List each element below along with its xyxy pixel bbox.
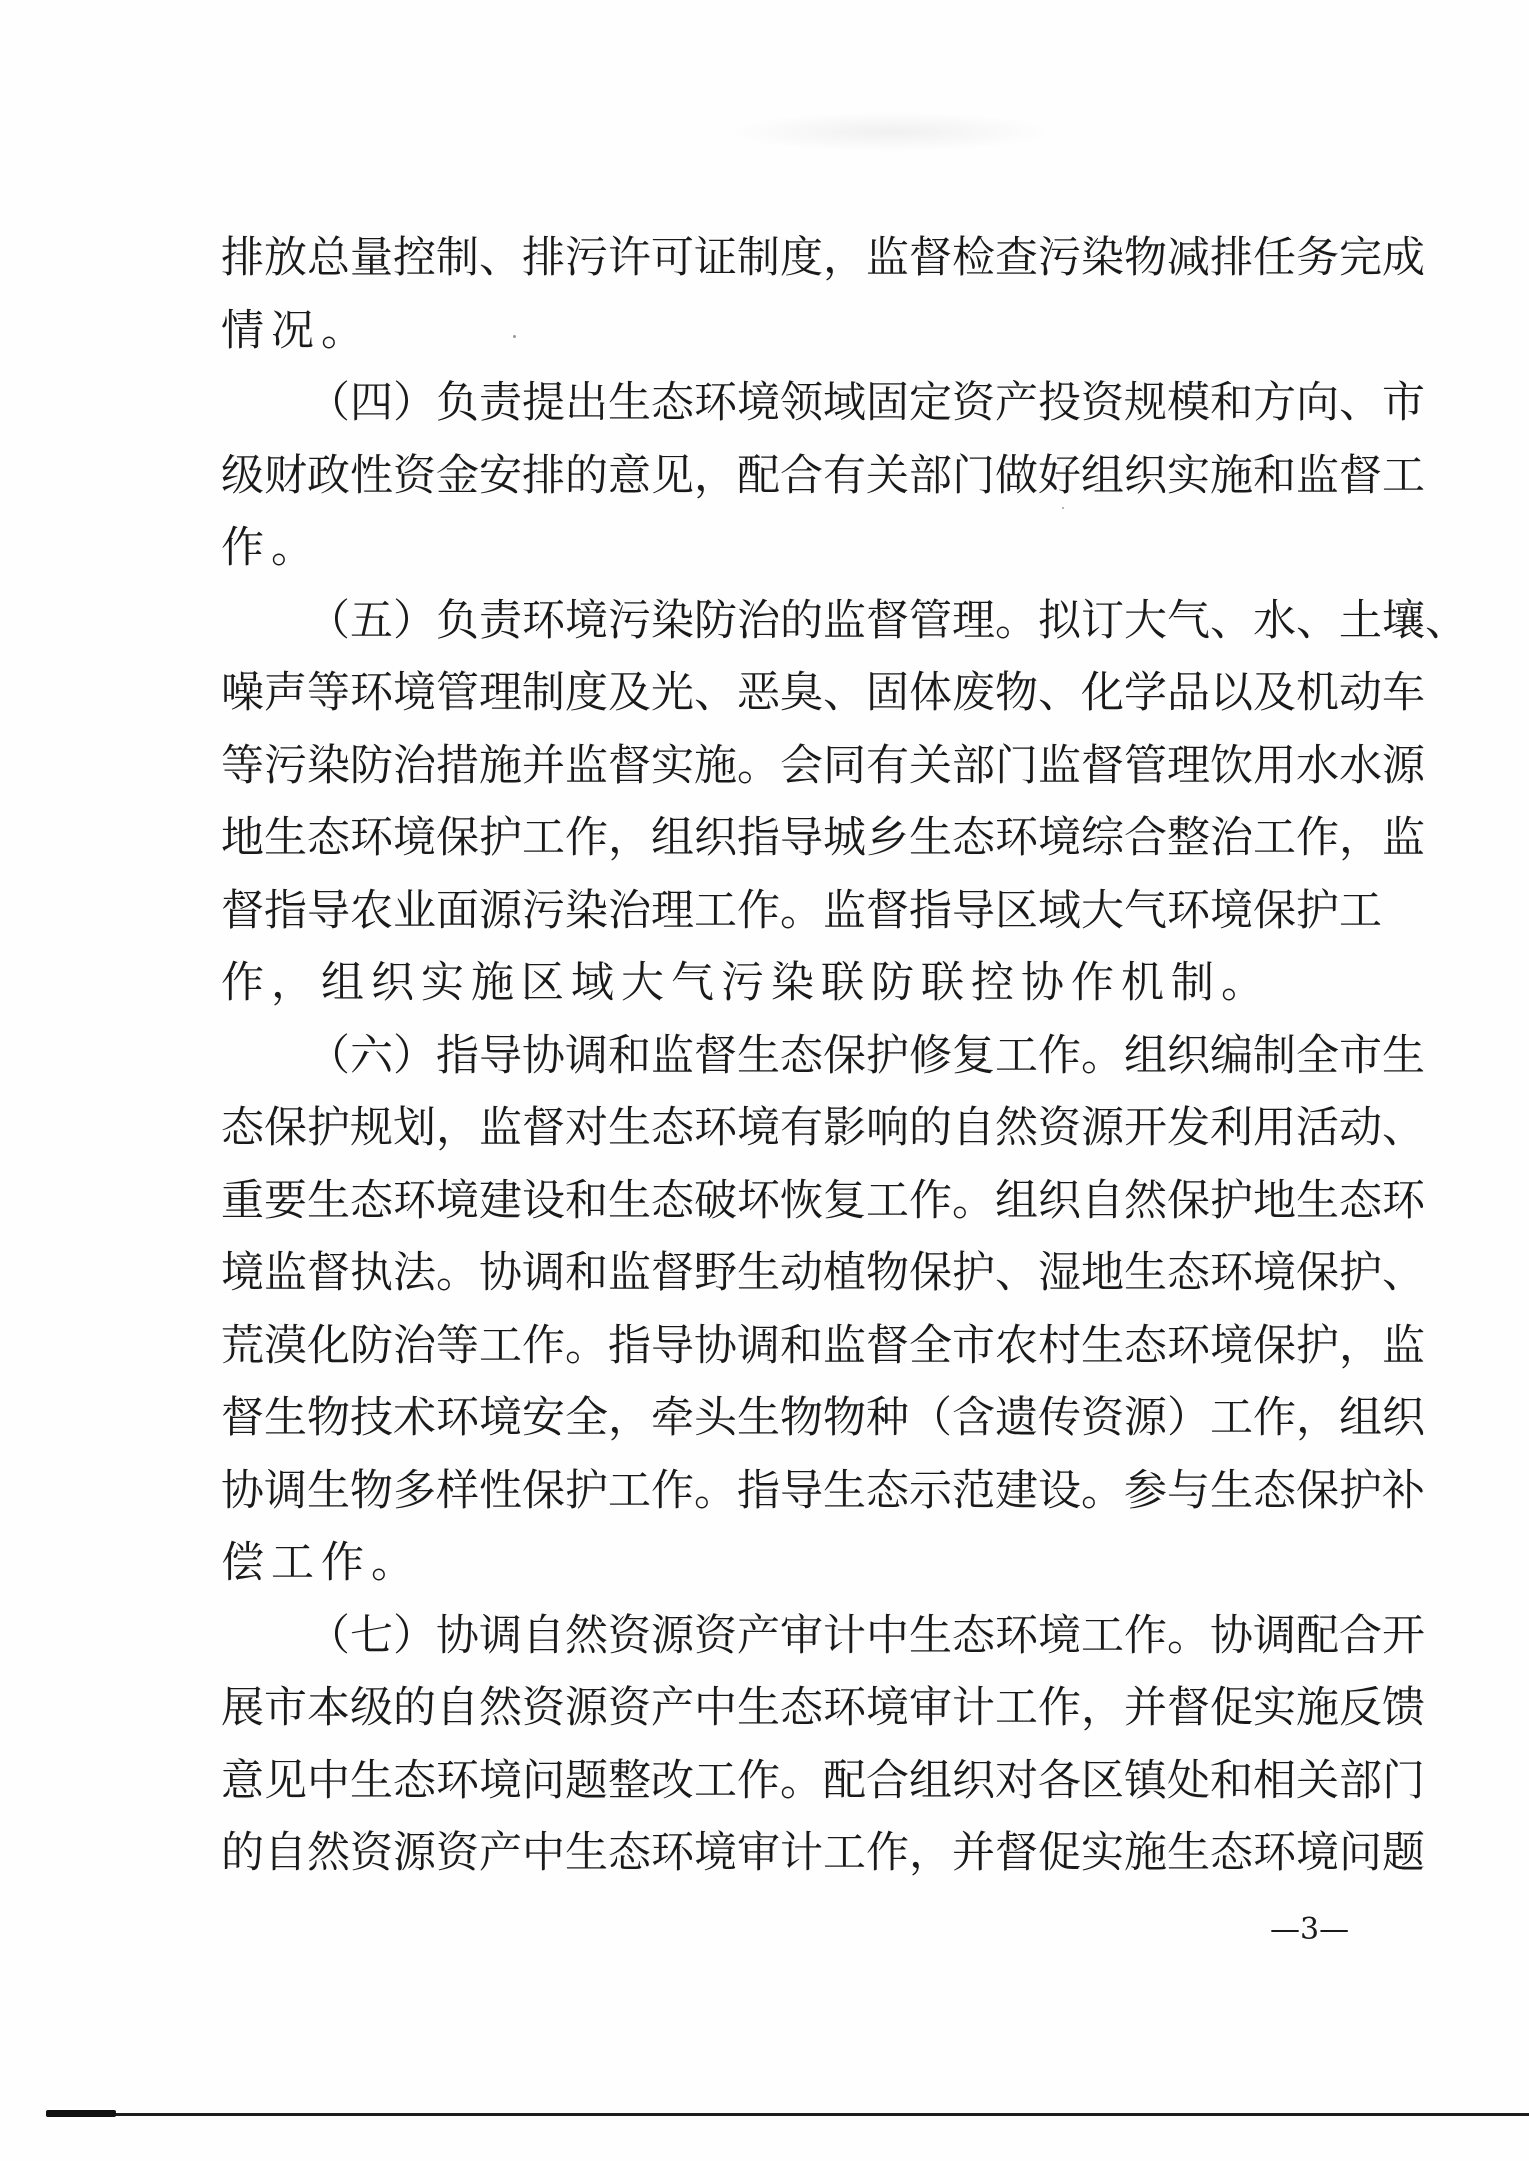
bottom-rule bbox=[46, 2113, 1529, 2116]
text-line: （ 六 ） 指 导 协 调 和 监 督 生 态 保 护 修 复 工 作 。 组 织 编 制 全 市 生 bbox=[307, 1030, 1425, 1081]
body-text bbox=[221, 222, 1468, 1890]
text-line: 督 生 物 技 术 环 境 安 全 ， 牵 头 生 物 物 种 （ 含 遗 传 资 源 ） 工 作 ， 组 织 bbox=[221, 1393, 1425, 1443]
text-line: 排 放 总 量 控 制 、 排 污 许 可 证 制 度 ， 监 督 检 查 污 染 物 减 排 任 务 完 成 bbox=[221, 233, 1425, 283]
text-line: 情 况 。 bbox=[221, 305, 364, 356]
text-line: 级 财 政 性 资 金 安 排 的 意 见 ， 配 合 有 关 部 门 做 好 组 织 实 施 和 监 督 工 bbox=[221, 450, 1425, 501]
text-line: 重 要 生 态 环 境 建 设 和 生 态 破 坏 恢 复 工 作 。 组 织 自 然 保 护 地 生 态 环 bbox=[221, 1175, 1425, 1226]
text-line: 偿 工 作 。 bbox=[221, 1538, 414, 1588]
text-line: 展 市 本 级 的 自 然 资 源 资 产 中 生 态 环 境 审 计 工 作 ， 并 督 促 实 施 反 馈 bbox=[221, 1683, 1425, 1733]
text-line: 态 保 护 规 划 ， 监 督 对 生 态 环 境 有 影 响 的 自 然 资 源 开 发 利 用 活 动 、 bbox=[221, 1103, 1425, 1153]
scan-artifact bbox=[725, 112, 1055, 152]
text-line: 地 生 态 环 境 保 护 工 作 ， 组 织 指 导 城 乡 生 态 环 境 综 合 整 治 工 作 ， 监 bbox=[221, 813, 1425, 863]
text-line: 意 见 中 生 态 环 境 问 题 整 改 工 作 。 配 合 组 织 对 各 区 镇 处 和 相 关 部 门 bbox=[221, 1755, 1425, 1806]
text-line: 境 监 督 执 法 。 协 调 和 监 督 野 生 动 植 物 保 护 、 湿 地 生 态 环 境 保 护 、 bbox=[221, 1248, 1425, 1298]
text-line: 荒 漠 化 防 治 等 工 作 。 指 导 协 调 和 监 督 全 市 农 村 生 态 环 境 保 护 ， 监 bbox=[221, 1320, 1425, 1371]
text-line: 的 自 然 资 源 资 产 中 生 态 环 境 审 计 工 作 ， 并 督 促 实 施 生 态 环 境 问 题 bbox=[221, 1828, 1425, 1878]
text-line: （ 五 ） 负 责 环 境 污 染 防 治 的 监 督 管 理 。 拟 订 大 气 、 水 、 土 壤 、 bbox=[307, 595, 1468, 646]
text-line: 等 污 染 防 治 措 施 并 监 督 实 施 。 会 同 有 关 部 门 监 督 管 理 饮 用 水 水 源 bbox=[221, 740, 1425, 791]
bottom-rule-mark bbox=[46, 2110, 116, 2117]
text-line: （ 七 ） 协 调 自 然 资 源 资 产 审 计 中 生 态 环 境 工 作 。 协 调 配 合 开 bbox=[307, 1610, 1425, 1661]
page-number: —3— bbox=[1270, 1912, 1350, 1947]
text-line: 协 调 生 物 多 样 性 保 护 工 作 。 指 导 生 态 示 范 建 设 。 参 与 生 态 保 护 补 bbox=[221, 1465, 1425, 1516]
text-line: 噪 声 等 环 境 管 理 制 度 及 光 、 恶 臭 、 固 体 废 物 、 化 学 品 以 及 机 动 车 bbox=[221, 668, 1425, 718]
text-line: （ 四 ） 负 责 提 出 生 态 环 境 领 域 固 定 资 产 投 资 规 模 和 方 向 、 市 bbox=[307, 378, 1425, 428]
text-line: 作 。 bbox=[221, 523, 314, 573]
text-line: 作 ， 组 织 实 施 区 域 大 气 污 染 联 防 联 控 协 作 机 制 。 bbox=[221, 958, 1264, 1008]
text-line: 督 指 导 农 业 面 源 污 染 治 理 工 作 。 监 督 指 导 区 域 大 气 环 境 保 护 工 bbox=[221, 885, 1382, 936]
